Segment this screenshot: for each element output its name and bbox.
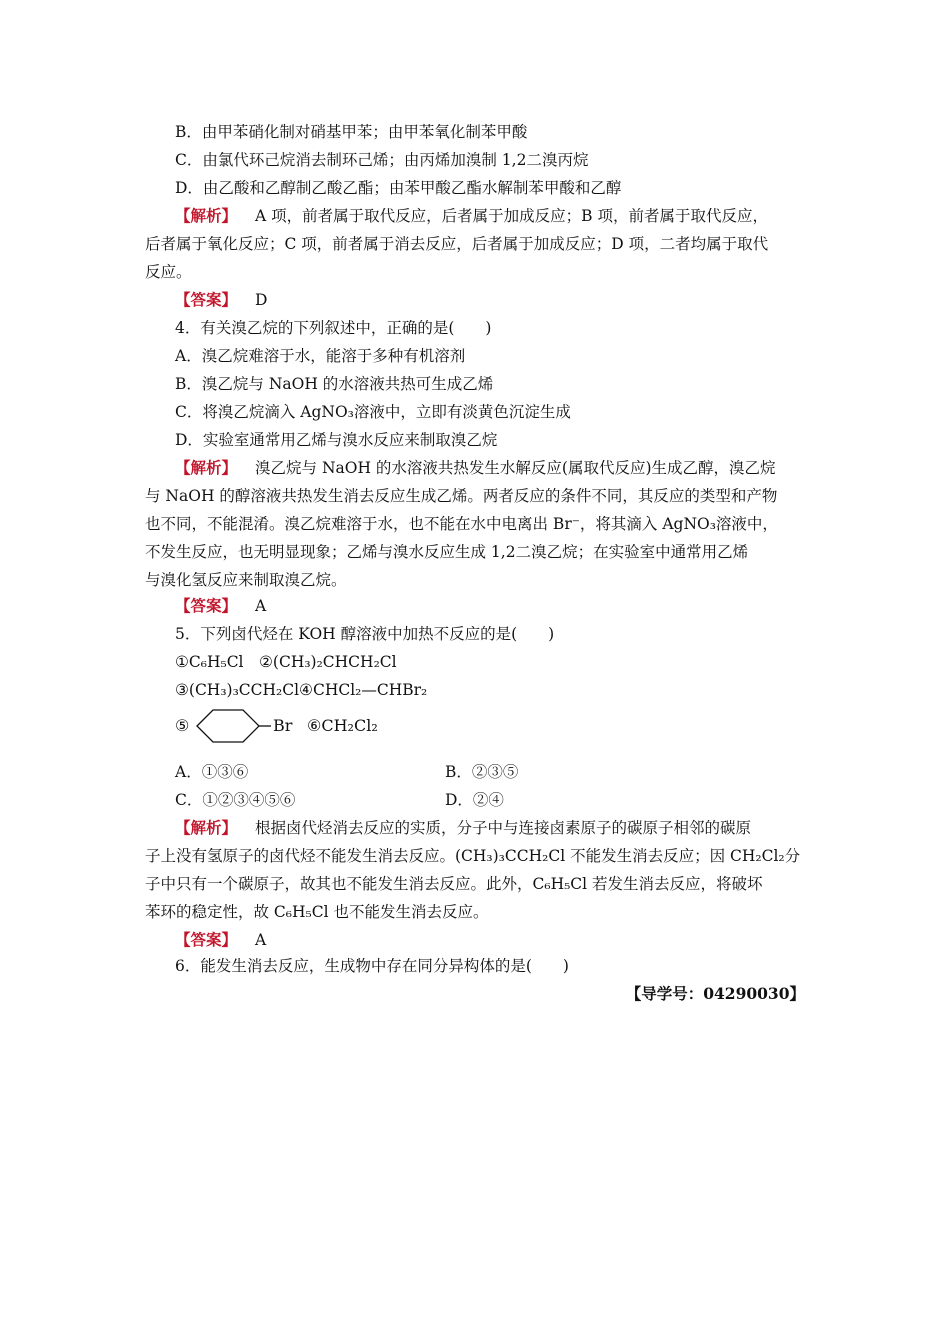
q3-option-d: D．由乙酸和乙醇制乙酸乙酯；由苯甲酸乙酯水解制苯甲酸和乙醇 xyxy=(175,179,622,197)
cyclohexane-ring-icon xyxy=(195,706,275,746)
q4-option-a: A．溴乙烷难溶于水，能溶于多种有机溶剂 xyxy=(175,347,466,365)
q4-option-d: D．实验室通常用乙烯与溴水反应来制取溴乙烷 xyxy=(175,431,498,449)
answer-value: A xyxy=(255,597,267,615)
q5-option-d: D．②④ xyxy=(445,791,504,809)
q4-analysis-line-1: 【解析】 溴乙烷与 NaOH 的水溶液共热发生水解反应(属取代反应)生成乙醇，溴乙烷 xyxy=(175,458,776,477)
q3-analysis-line-1: 【解析】 A 项，前者属于取代反应，后者属于加成反应；B 项，前者属于取代反应， xyxy=(175,206,768,225)
answer-tag: 【答案】 xyxy=(175,290,238,309)
answer-value: A xyxy=(255,931,267,949)
q5-analysis-line-2: 子上没有氢原子的卤代烃不能发生消去反应。(CH₃)₃CCH₂Cl 不能发生消去反应；因 CH₂Cl₂分 xyxy=(145,847,801,865)
answer-value: D xyxy=(255,291,268,309)
guide-number: 【导学号：04290030】 xyxy=(625,984,805,1003)
q5-analysis-line-3: 子中只有一个碳原子，故其也不能发生消去反应。此外，C₆H₅Cl 若发生消去反应，将破坏 xyxy=(145,875,763,893)
q5-stem: 5．下列卤代烃在 KOH 醇溶液中加热不反应的是( ) xyxy=(175,625,555,643)
q5-option-b: B．②③⑤ xyxy=(445,763,519,781)
q4-option-b: B．溴乙烷与 NaOH 的水溶液共热可生成乙烯 xyxy=(175,375,494,393)
q3-answer xyxy=(175,290,267,310)
item-5-label: ⑤ xyxy=(175,716,190,735)
q4-analysis-line-3: 也不同，不能混淆。溴乙烷难溶于水，也不能在水中电离出 Br⁻，将其滴入 AgNO₃溶液中， xyxy=(145,515,778,533)
q5-items-2: ③(CH₃)₃CCH₂Cl④CHCl₂—CHBr₂ xyxy=(175,681,428,699)
q6-stem: 6．能发生消去反应，生成物中存在同分异构体的是( ) xyxy=(175,957,569,975)
q4-answer xyxy=(175,596,266,616)
q4-analysis-line-5: 与溴化氢反应来制取溴乙烷。 xyxy=(145,571,347,589)
q4-stem: 4．有关溴乙烷的下列叙述中，正确的是( ) xyxy=(175,319,492,337)
item-6: ⑥CH₂Cl₂ xyxy=(307,716,378,735)
q5-items-1: ①C₆H₅Cl ②(CH₃)₂CHCH₂Cl xyxy=(175,653,397,671)
q3-analysis-line-2: 后者属于氧化反应；C 项，前者属于消去反应，后者属于加成反应；D 项，二者均属于取代 xyxy=(145,235,769,253)
analysis-tag: 【解析】 xyxy=(175,818,238,837)
q5-option-c: C．①②③④⑤⑥ xyxy=(175,791,296,809)
q5-option-a: A．①③⑥ xyxy=(175,763,249,781)
q3-option-b: B．由甲苯硝化制对硝基甲苯；由甲苯氧化制苯甲酸 xyxy=(175,123,528,141)
q4-analysis-line-2: 与 NaOH 的醇溶液共热发生消去反应生成乙烯。两者反应的条件不同，其反应的类型和产物 xyxy=(145,487,778,505)
answer-tag: 【答案】 xyxy=(175,596,238,615)
q4-analysis-line-4: 不发生反应，也无明显现象；乙烯与溴水反应生成 1,2二溴乙烷；在实验室中通常用乙烯 xyxy=(145,543,749,561)
answer-tag: 【答案】 xyxy=(175,930,238,949)
q3-analysis-line-3: 反应。 xyxy=(145,263,192,281)
q5-analysis-line-1: 【解析】 根据卤代烃消去反应的实质，分子中与连接卤素原子的碳原子相邻的碳原 xyxy=(175,818,752,837)
analysis-tag: 【解析】 xyxy=(175,458,238,477)
q3-option-c: C．由氯代环己烷消去制环己烯；由丙烯加溴制 1,2二溴丙烷 xyxy=(175,151,589,169)
q5-analysis-line-4: 苯环的稳定性，故 C₆H₅Cl 也不能发生消去反应。 xyxy=(145,903,489,921)
analysis-tag: 【解析】 xyxy=(175,206,238,225)
q5-answer xyxy=(175,930,266,950)
q5-structure-row xyxy=(175,706,435,746)
bromine-label: Br xyxy=(273,716,293,735)
q4-option-c: C．将溴乙烷滴入 AgNO₃溶液中，立即有淡黄色沉淀生成 xyxy=(175,403,571,421)
